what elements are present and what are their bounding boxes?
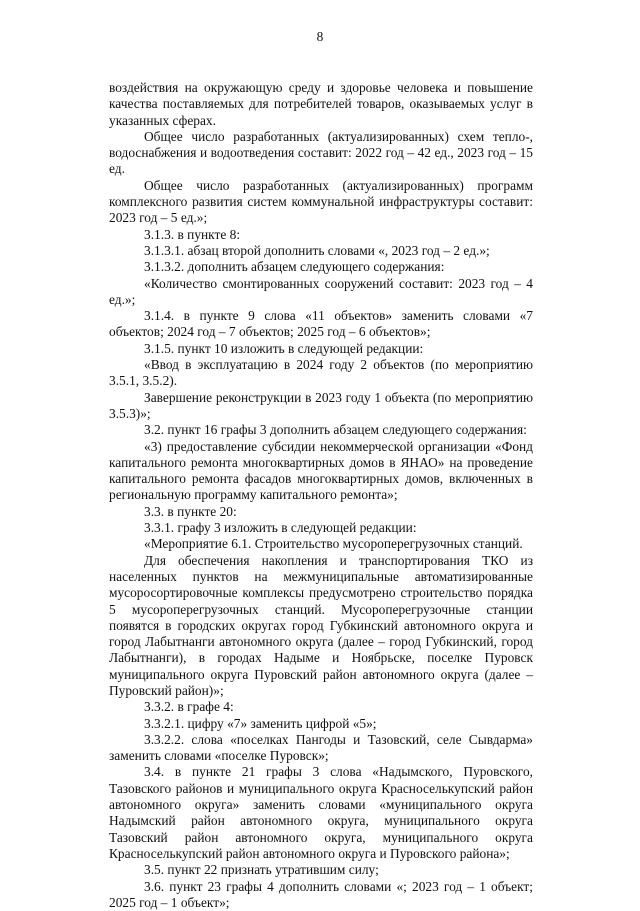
paragraph: Общее число разработанных (актуализированных) схем тепло-, водоснабжения и водоотведения составит: 2022 год – 42 ед., 2023 год – 15 ед.	[109, 128, 533, 177]
paragraph: 3.1.3. в пункте 8:	[144, 226, 241, 242]
paragraph: Общее число разработанных (актуализированных) программ комплексного развития систем коммунальной инфраструктуры составит: 2023 год – 5 ед.»;	[109, 177, 533, 226]
document-body	[109, 80, 533, 911]
paragraph: 3.1.3.2. дополнить абзацем следующего содержания:	[144, 259, 445, 275]
paragraph: «Мероприятие 6.1. Строительство мусороперегрузочных станций.	[144, 536, 523, 552]
paragraph: 3.6. пункт 23 графы 4 дополнить словами «; 2023 год – 1 объект; 2025 год – 1 объект»;	[109, 878, 533, 910]
paragraph: Завершение реконструкции в 2023 году 1 объекта (по мероприятию 3.5.3)»;	[109, 389, 533, 421]
paragraph: 3.3. в пункте 20:	[144, 503, 237, 519]
paragraph: 3.5. пункт 22 признать утратившим силу;	[144, 862, 379, 878]
paragraph: «Количество смонтированных сооружений составит: 2023 год – 4 ед.»;	[109, 275, 533, 307]
paragraph: 3.3.2.2. слова «поселках Пангоды и Тазовский, селе Сывдарма» заменить словами «поселке Пуровск»;	[109, 731, 533, 764]
paragraph: «3) предоставление субсидии некоммерческой организации «Фонд капитального ремонта многоквартирных домов в ЯНАО» на проведение капитального ремонта фасадов многоквартирных домов, включенных в региональную программу капитального ремонта»;	[109, 438, 533, 503]
paragraph: 3.3.2.1. цифру «7» заменить цифрой «5»;	[144, 715, 377, 731]
paragraph: 3.3.2. в графе 4:	[144, 699, 234, 715]
paragraph: Для обеспечения накопления и транспортирования ТКО из населенных пунктов на межмуниципальные автоматизированные мусоросортировочные комплексы предусмотрено строительство порядка 5 мусороперегрузочных станций. Мусороперегрузочные станции появятся в городских округах город Губкинский автономного округа и город Лабытнанги автономного округа (далее – город Губкинский, город Лабытнанги), в городах Надыме и Ноябрьске, поселке Пуровск муниципального округа Пуровский район автономного округа (далее – Пуровский район)»;	[109, 552, 533, 698]
page-number: 8	[316, 29, 324, 44]
paragraph: 3.4. в пункте 21 графы 3 слова «Надымского, Пуровского, Тазовского районов и муниципального округа Красноселькупский район автономного округа» заменить словами «муниципального округа Надымский район автономного округа, муниципального округа Тазовский район автономного округа, муниципального округа Красноселькупский район автономного округа и Пуровского района»;	[109, 764, 533, 861]
paragraph: 3.1.3.1. абзац второй дополнить словами «, 2023 год – 2 ед.»;	[144, 242, 490, 258]
paragraph: «Ввод в эксплуатацию в 2024 году 2 объектов (по мероприятию 3.5.1, 3.5.2).	[109, 357, 533, 389]
paragraph: воздействия на окружающую среду и здоровье человека и повышение качества поставляемых для потребителей товаров, оказываемых услуг в указанных сферах.	[109, 80, 533, 128]
paragraph: 3.1.4. в пункте 9 слова «11 объектов» заменить словами «7 объектов; 2024 год – 7 объектов; 2025 год – 6 объектов»;	[109, 308, 533, 340]
paragraph: 3.3.1. графу 3 изложить в следующей редакции:	[144, 520, 417, 536]
paragraph: 3.2. пункт 16 графы 3 дополнить абзацем следующего содержания:	[144, 422, 527, 438]
paragraph: 3.1.5. пункт 10 изложить в следующей редакции:	[144, 340, 424, 356]
